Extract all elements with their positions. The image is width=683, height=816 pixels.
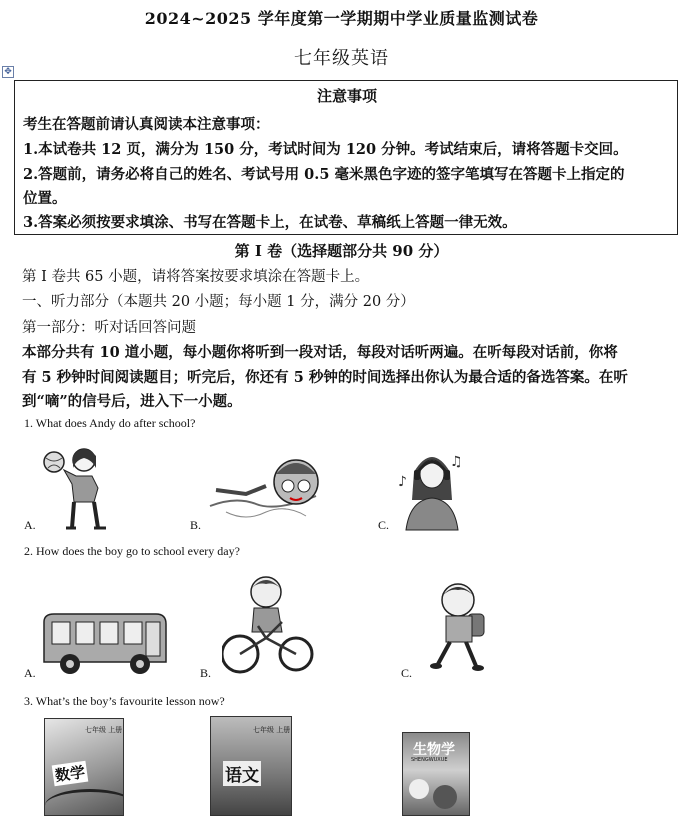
notice-line: 考生在答题前请认真阅读本注意事项： <box>23 116 270 133</box>
svg-text:♪: ♪ <box>398 474 407 490</box>
section-title: 第 Ⅰ 卷（选择题部分共 90 分） <box>234 242 449 260</box>
instruction-line: 有 5 秒钟时间阅读题目；听完后，你还有 5 秒钟的时间选择出你认为最合适的备选答案。在听 <box>22 369 628 386</box>
part-heading: 一、听力部分（本题共 20 小题；每小题 1 分，满分 20 分） <box>22 294 415 310</box>
svg-text:♫: ♫ <box>450 454 463 470</box>
q2-option-c-label: C. <box>401 666 413 680</box>
notice-line: 1.本试卷共 12 页，满分为 150 分，考试时间为 120 分钟。考试结束后，请将答题卡交回。 <box>23 141 628 158</box>
section-intro: 第 Ⅰ 卷共 65 小题，请将答案按要求填涂在答题卡上。 <box>22 269 370 285</box>
chinese-cover-title: 语文 <box>223 761 261 786</box>
q2-option-a-label: A. <box>24 666 36 680</box>
q1-option-b-label: B. <box>190 518 202 532</box>
move-handle-icon[interactable]: ✥ <box>2 66 14 78</box>
boy-swimming-image <box>206 446 332 526</box>
biology-cover-subtitle: SHENGWUXUE <box>411 757 448 763</box>
exam-subtitle: 七年级英语 <box>294 48 389 69</box>
notice-title: 注意事项 <box>316 87 377 105</box>
math-cover-title: 数学 <box>52 761 89 787</box>
question-3-text: 3. What’s the boy’s favourite lesson now? <box>24 694 225 708</box>
chinese-textbook-image <box>210 716 292 816</box>
question-1-text: 1. What does Andy do after school? <box>24 416 196 430</box>
q2-option-b-label: B. <box>200 666 212 680</box>
notice-line: 3.答案必须按要求填涂、书写在答题卡上，在试卷、草稿纸上答题一律无效。 <box>23 214 517 231</box>
q1-option-a-label: A. <box>24 518 36 532</box>
instruction-line: 到“嘀”的信号后，进入下一小题。 <box>22 393 242 410</box>
subpart-heading: 第一部分：听对话回答问题 <box>22 320 196 336</box>
exam-title: 2024~2025 学年度第一学期期中学业质量监测试卷 <box>144 9 539 28</box>
chinese-cover-grade: 七年级 上册 <box>253 726 291 734</box>
q1-option-c-label: C. <box>378 518 390 532</box>
boy-bike-image <box>222 572 314 676</box>
instruction-line: 本部分共有 10 道小题，每小题你将听到一段对话，每段对话听两遍。在听每段对话前，你将 <box>22 344 618 361</box>
bus-image <box>40 612 170 678</box>
boy-walking-image <box>428 580 490 672</box>
girl-music-image <box>396 446 466 532</box>
notice-box <box>14 80 678 235</box>
math-cover-grade: 七年级 上册 <box>85 726 123 734</box>
notice-line: 2.答题前，请务必将自己的姓名、考试号用 0.5 毫米黑色字迹的签字笔填写在答题卡上指定的 <box>23 166 625 183</box>
biology-cover-title: 生物学 <box>413 742 455 758</box>
question-2-text: 2. How does the boy go to school every day? <box>24 544 240 558</box>
math-textbook-image <box>44 718 124 816</box>
biology-textbook-image <box>402 732 470 816</box>
notice-line: 位置。 <box>23 190 67 207</box>
girl-volleyball-image <box>36 440 126 532</box>
